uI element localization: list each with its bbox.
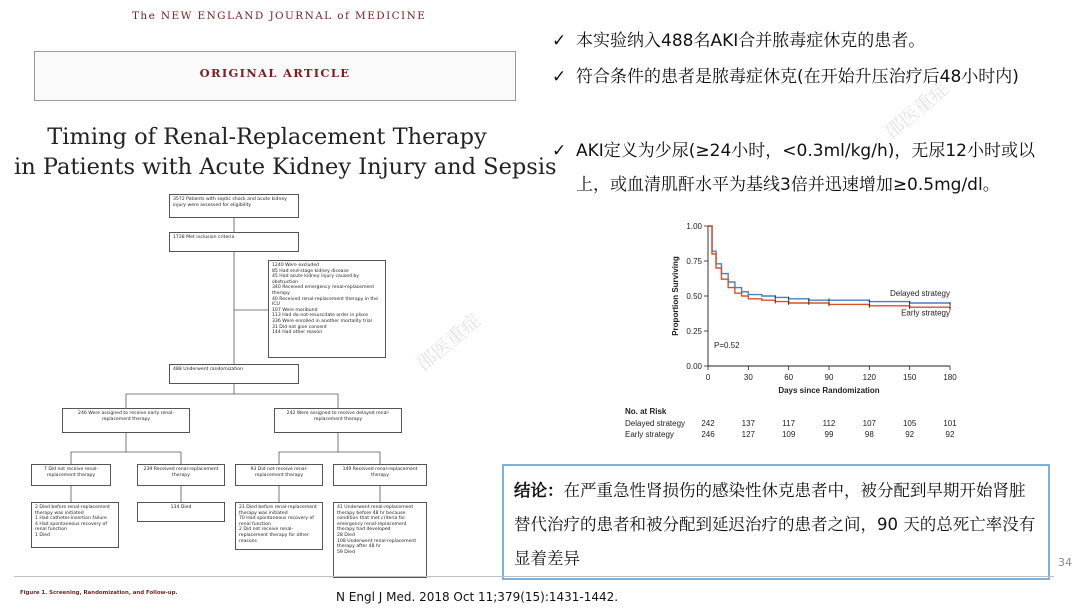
- box-early-not-detail: 2 Died before renal-replacement therapy was initiated 1 Had catheter-insertion failure 4 Had spontaneous recovery of renal function 1 Died: [31, 502, 119, 548]
- x-tick-label: 30: [743, 373, 753, 382]
- y-tick-label: 0.00: [686, 362, 702, 371]
- bullet-eligibility: [552, 60, 1062, 94]
- bullet-aki-definition: [552, 134, 1062, 202]
- y-tick-label: 0.25: [686, 327, 702, 336]
- article-title-line-1: Timing of Renal-Replacement Therapy: [47, 124, 487, 150]
- risk-value: 242: [701, 419, 715, 428]
- conclusion-text: 在严重急性肾损伤的感染性休克患者中，被分配到早期开始肾脏替代治疗的患者和被分配到延迟治疗的患者之间，90 天的总死亡率没有显着差异: [514, 481, 1036, 568]
- x-tick-label: 0: [705, 373, 711, 382]
- risk-value: 246: [701, 430, 715, 439]
- risk-value: 112: [822, 419, 836, 428]
- box-early-received-detail: 134 Died: [137, 502, 225, 522]
- box-early-not-received: 7 Did not receive renal-replacement therapy: [31, 464, 111, 486]
- risk-value: 92: [945, 430, 955, 439]
- risk-value: 117: [782, 419, 796, 428]
- risk-value: 137: [741, 419, 756, 428]
- journal-name: The NEW ENGLAND JOURNAL of MEDICINE: [132, 10, 427, 22]
- conclusion-label: 结论：: [514, 481, 564, 500]
- box-randomized: 488 Underwent randomization: [169, 364, 299, 384]
- page-number: 34: [1058, 556, 1072, 569]
- consort-flowchart: [28, 190, 428, 592]
- y-tick-label: 0.50: [686, 292, 702, 301]
- risk-value: 109: [781, 430, 796, 439]
- watermark: 邵医重症: [412, 309, 486, 376]
- article-type-box: [34, 51, 516, 101]
- box-early-received: 239 Received renal-replacement therapy: [137, 464, 225, 486]
- risk-value: 99: [824, 430, 834, 439]
- risk-value: 98: [864, 430, 874, 439]
- p-value: P=0.52: [714, 340, 740, 350]
- box-excluded: 1240 Were excluded 85 Had end-stage kidney disease 45 Had acute kidney injury caused by obstruction 340 Received emergency renal-replacement therapy 40 Received renal-replacement therapy in the ICU 107 Were moribund 113 Had do-not-resuscitate order in place 336 Were enrolled in another mortality trial 31 Did not give consent 144 Had other reason: [268, 260, 386, 358]
- box-delayed-received-detail: 41 Underwent renal-replacement therapy before 48 hr because condition that met criteria for emergency renal-replacement therapy had developed 28 Died 108 Underwent renal-replacement therapy after 48 hr 59 Died: [333, 502, 427, 578]
- series-label-delayed: Delayed strategy: [889, 289, 950, 298]
- check-icon: ✓: [552, 31, 567, 51]
- footer-rule: [14, 576, 1054, 577]
- box-assessed: 3572 Patients with septic shock and acute kidney injury were assessed for eligibility: [169, 194, 299, 218]
- risk-row-label: Early strategy: [625, 430, 674, 439]
- x-axis-label: Days since Randomization: [778, 386, 880, 395]
- figure-caption: Figure 1. Screening, Randomization, and Follow-up.: [20, 590, 178, 596]
- series-label-early: Early strategy: [901, 308, 950, 318]
- x-tick-label: 180: [943, 373, 957, 382]
- x-tick-label: 60: [784, 373, 794, 382]
- bullet-text: 符合条件的患者是脓毒症休克(在开始升压治疗后48小时内): [576, 67, 1019, 87]
- box-delayed-assigned: 242 Were assigned to receive delayed renal-replacement therapy: [274, 408, 402, 433]
- risk-value: 105: [902, 419, 917, 428]
- box-delayed-not-received: 93 Did not receive renal-replacement therapy: [235, 464, 323, 486]
- risk-value: 101: [943, 419, 957, 428]
- y-axis-label: Proportion Surviving: [671, 256, 680, 336]
- citation: N Engl J Med. 2018 Oct 11;379(15):1431-1442.: [336, 590, 619, 604]
- risk-value: 92: [905, 430, 915, 439]
- box-delayed-received: 149 Received renal-replacement therapy: [333, 464, 427, 486]
- watermark: 邵医重症: [880, 77, 954, 144]
- x-tick-label: 90: [824, 373, 834, 382]
- bullet-enrollment: [552, 24, 1062, 58]
- box-met-criteria: 1728 Met inclusion criteria: [169, 232, 299, 252]
- box-early-assigned: 246 Were assigned to receive early renal-replacement therapy: [62, 408, 190, 433]
- y-tick-label: 0.75: [686, 257, 702, 266]
- bullet-text: AKI定义为少尿(≥24小时，<0.3ml/kg/h)，无尿12小时或以上，或血清肌酐水平为基线3倍并迅速增加≥0.5mg/dl。: [576, 141, 1035, 195]
- x-tick-label: 150: [902, 373, 917, 382]
- survival-chart: [620, 210, 990, 450]
- article-title-line-2: in Patients with Acute Kidney Injury and Sepsis: [14, 154, 557, 180]
- box-delayed-not-detail: 21 Died before renal-replacement therapy was initiated 70 Had spontaneous recovery of renal function 2 Did not receive renal-replacement therapy for other reasons: [235, 502, 323, 550]
- check-icon: ✓: [552, 141, 567, 161]
- article-type-label: ORIGINAL ARTICLE: [199, 66, 351, 80]
- x-tick-label: 120: [862, 373, 877, 382]
- y-tick-label: 1.00: [686, 222, 702, 231]
- conclusion-box: [502, 464, 1050, 580]
- risk-row-label: Delayed strategy: [625, 419, 686, 428]
- risk-table-title: No. at Risk: [625, 407, 667, 416]
- risk-value: 107: [862, 419, 877, 428]
- risk-value: 127: [741, 430, 756, 439]
- check-icon: ✓: [552, 67, 567, 87]
- bullet-text: 本实验纳入488名AKI合并脓毒症休克的患者。: [576, 31, 926, 51]
